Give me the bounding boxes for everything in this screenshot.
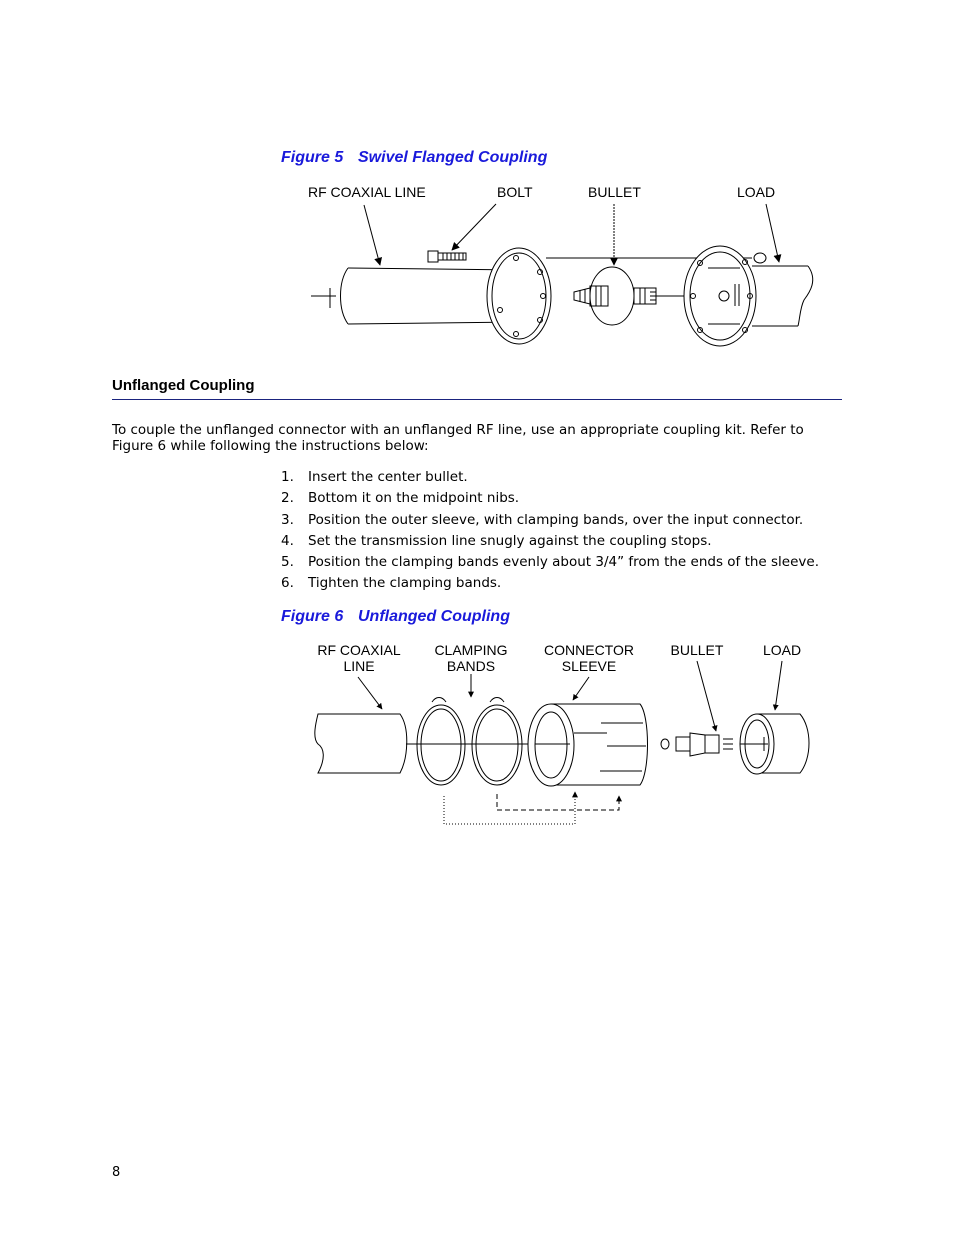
label-clamping-bands-2: BANDS [446,658,496,674]
label-rf-coaxial-line-2: LINE [343,658,375,674]
left-pipe [315,714,407,773]
label-rf-coaxial-line-1: RF COAXIAL [317,642,401,658]
label-clamping-bands-1: CLAMPING [434,642,508,658]
leader-rf-coaxial-line [358,677,382,709]
step-text: Position the outer sleeve, with clamping bands, over the input connector. [308,511,804,528]
step-text: Bottom it on the midpoint nibs. [308,490,520,507]
step-text: Insert the center bullet. [308,469,468,485]
step-number: 5. [281,554,294,571]
figure-6-title: Unflanged Coupling [358,608,510,625]
label-rf-coaxial-line: RF COAXIAL LINE [308,184,426,200]
label-connector-sleeve-2: SLEEVE [561,658,617,674]
leader-load [775,661,782,710]
figure-6-number: Figure 6 [281,608,344,625]
step-number: 4. [281,532,294,549]
leader-connector-sleeve [573,677,589,700]
intro-paragraph: To couple the unflanged connector with an unflanged RF line, use an appropriate coupling kit. Refer to Figure 6 while following the instructions below: [112,422,804,454]
figure-5-number: Figure 5 [281,149,344,166]
step-number: 3. [281,511,294,528]
label-bullet: BULLET [670,642,724,658]
label-connector-sleeve-1: CONNECTOR [544,642,634,658]
label-bolt: BOLT [497,184,533,200]
label-load: LOAD [762,642,802,658]
label-bullet: BULLET [588,184,641,200]
figure-5-title: Swivel Flanged Coupling [358,149,548,166]
step-number: 1. [281,469,294,485]
step-text: Position the clamping bands evenly about 3/4” from the ends of the sleeve. [308,554,820,571]
dashed-guide-band-2 [497,794,619,810]
page-number: 8 [112,1165,121,1180]
step-text: Set the transmission line snugly against the coupling stops. [308,532,712,549]
leader-bullet [697,661,716,731]
step-text: Tighten the clamping bands. [308,575,502,592]
step-number: 6. [281,575,294,592]
step-number: 2. [281,490,294,507]
dotted-guide-band-1 [444,792,575,824]
section-heading: Unflanged Coupling [112,377,255,394]
label-load: LOAD [737,184,776,200]
